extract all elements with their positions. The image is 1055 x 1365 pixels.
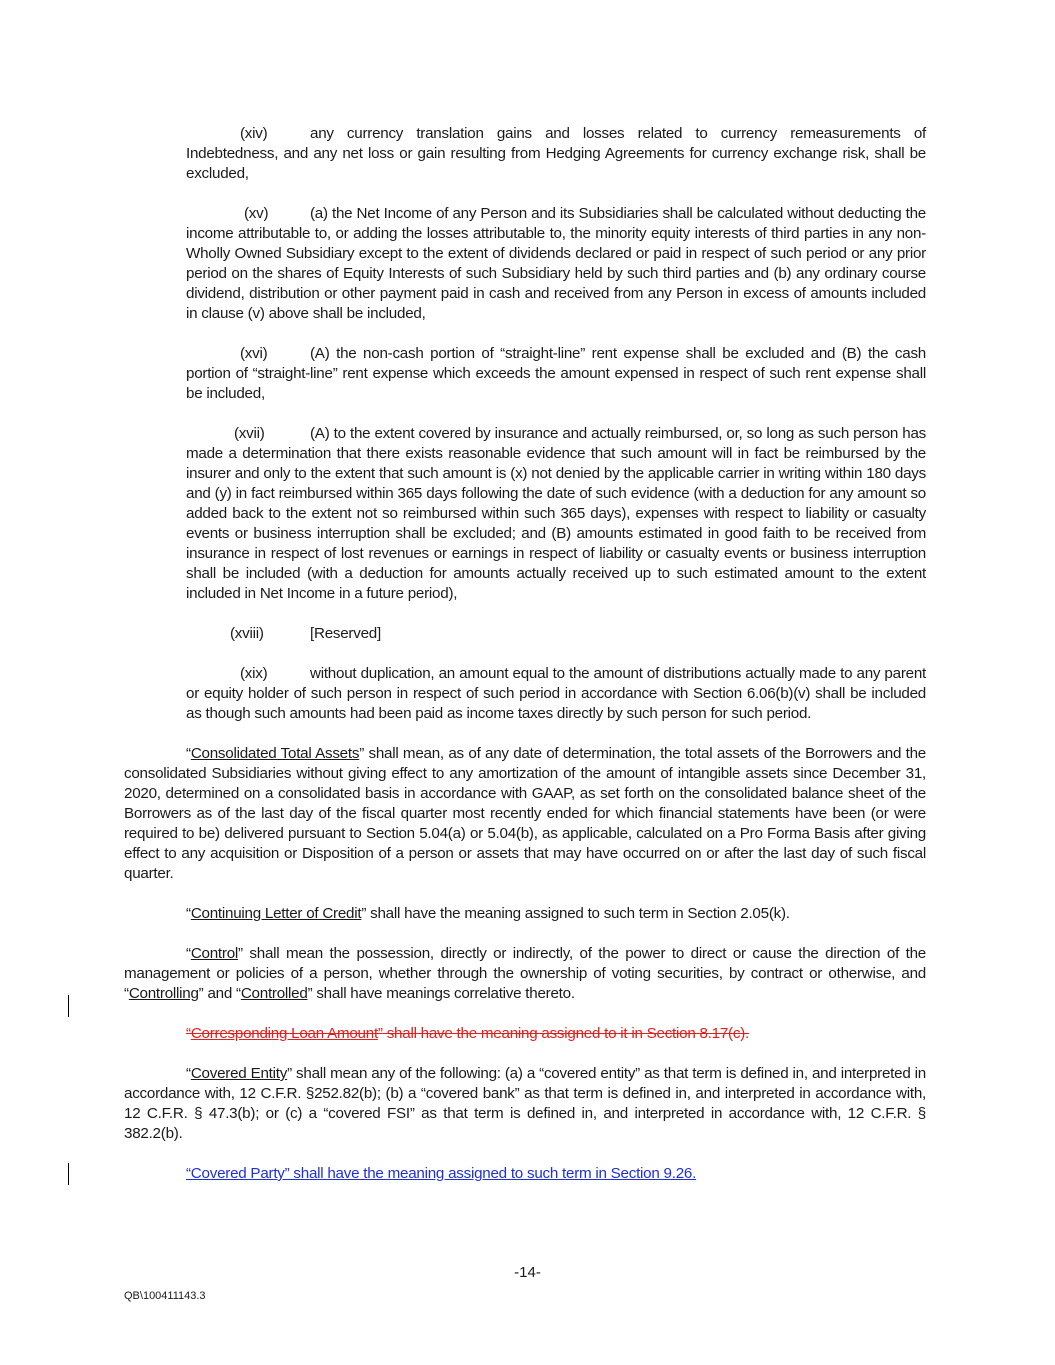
open-quote: “ (186, 905, 191, 922)
document-id: QB\100411143.3 (124, 1290, 206, 1302)
definition-text-mid: ” and “ (198, 985, 241, 1002)
defined-term: Control (190, 945, 239, 962)
change-bar (68, 995, 69, 1017)
definition-text: “Covered Party” shall have the meaning assigned to such term in Section 9.26. (186, 1165, 697, 1182)
clause-text: without duplication, an amount equal to the amount of distributions actually made to any parent or equity holder of such person in respect of such period in accordance with Section 6.06(b)(v) shall be included as though such amounts had been paid as income taxes directly by such person for such period. (186, 665, 926, 722)
clause-number: (xviii) (230, 625, 264, 642)
definition-covered-entity (124, 1064, 926, 1144)
open-quote: “ (186, 745, 191, 762)
clause-number: (xix) (240, 665, 268, 682)
change-bar (68, 1163, 69, 1185)
defined-term: Continuing Letter of Credit (190, 905, 362, 922)
close-quote: ” (359, 745, 365, 762)
defined-term: Covered Entity (190, 1065, 288, 1082)
defined-term-controlled: Controlled (240, 985, 308, 1002)
open-quote: “ (186, 1025, 191, 1042)
definition-text: shall mean any of the following: (a) a “covered entity” as that term is defined in, and interpreted in accordance with, 12 C.F.R. §252.82(b); (b) a “covered bank” as that term is defined in, and interpreted in accordance with, 12 C.F.R. § 47.3(b); or (c) a “covered FSI” as that term is defined in, and interpreted in accordance with, 12 C.F.R. § 382.2(b). (124, 1065, 926, 1142)
clause-text: (a) the Net Income of any Person and its Subsidiaries shall be calculated without deducting the income attributable to, or adding the losses attributable to, the minority equity interests of third parties in any non-Wholly Owned Subsidiary except to the extent of dividends declared or paid in respect of such period or any prior period on the shares of Equity Interests of such Subsidiary held by such third parties and (b) any ordinary course dividend, distribution or other payment paid in cash and received from any Person in excess of amounts included in clause (v) above shall be included, (186, 205, 926, 322)
close-quote: ” (238, 945, 243, 962)
definition-text: shall have the meaning assigned to it in Section 8.17(c). (382, 1025, 749, 1042)
clause-text: any currency translation gains and losses related to currency remeasurements of Indebtedness, and any net loss or gain resulting from Hedging Agreements for currency exchange risk, shall be excluded, (186, 125, 926, 182)
clause-xiv (186, 124, 926, 184)
definition-text: shall mean the possession, directly or indirectly, of the power to direct or cause the direction of the management or policies of a person, whether through the ownership of voting securities, by contract or otherwise, and “ (124, 945, 926, 1002)
defined-term: Consolidated Total Assets (190, 745, 360, 762)
clause-number: (xv) (244, 205, 269, 222)
clause-number: (xiv) (240, 125, 268, 142)
definition-consolidated-total-assets (124, 744, 926, 884)
clause-xv (186, 204, 926, 324)
definition-continuing-letter-of-credit (124, 904, 926, 924)
definition-corresponding-loan-amount-deleted (124, 1024, 926, 1044)
clause-number: (xvii) (234, 425, 265, 442)
clause-text: (A) to the extent covered by insurance and actually reimbursed, or, so long as such person has made a determination that there exists reasonable evidence that such amount will in fact be reimbursed by the insurer and only to the extent that such amount is (x) not denied by the applicable carrier in writing within 180 days and (y) in fact reimbursed within 365 days following the date of such evidence (with a deduction for any amount so added back to the extent not so reimbursed within such 365 days), expenses with respect to liability or casualty events or business interruption shall be excluded; and (B) amounts estimated in good faith to be received from insurance in respect of lost revenues or earnings in respect of liability or casualty events or business interruption shall be included (with a deduction for amounts actually received up to such estimated amount to the extent included in Net Income in a future period), (186, 425, 926, 602)
clause-xvii (186, 424, 926, 604)
close-quote: ” (287, 1065, 292, 1082)
clause-number: (xvi) (240, 345, 268, 362)
clause-xviii (186, 624, 926, 644)
defined-term-controlling: Controlling (128, 985, 199, 1002)
close-quote: ” (377, 1025, 383, 1042)
clause-text: [Reserved] (310, 625, 381, 642)
clause-text: (A) the non-cash portion of “straight-line” rent expense shall be excluded and (B) the cash portion of “straight-line” rent expense which exceeds the amount expensed in respect of such rent expense shall be included, (186, 345, 926, 402)
definition-text-tail: ” shall have meanings correlative thereto. (307, 985, 575, 1002)
clause-xvi (186, 344, 926, 404)
definition-covered-party-inserted (124, 1164, 926, 1184)
definition-text: shall have the meaning assigned to such term in Section 2.05(k). (366, 905, 790, 922)
definition-text: shall mean, as of any date of determination, the total assets of the Borrowers and the consolidated Subsidiaries without giving effect to any amortization of the amount of intangible assets since December 31, 2020, determined on a consolidated basis in accordance with GAAP, as set forth on the consolidated balance sheet of the Borrowers as of the last day of the fiscal quarter most recently ended for which financial statements have been (or were required to be) delivered pursuant to Section 5.04(a) or 5.04(b), as applicable, calculated on a Pro Forma Basis after giving effect to any acquisition or Disposition of a person or assets that may have occurred on or after the last day of such fiscal quarter. (124, 745, 926, 882)
definition-control (124, 944, 926, 1004)
clause-xix (186, 664, 926, 724)
close-quote: ” (361, 905, 367, 922)
defined-term: Corresponding Loan Amount (190, 1025, 378, 1042)
open-quote: “ (186, 1065, 191, 1082)
page-number: -14- (514, 1264, 541, 1281)
open-quote: “ (186, 945, 191, 962)
